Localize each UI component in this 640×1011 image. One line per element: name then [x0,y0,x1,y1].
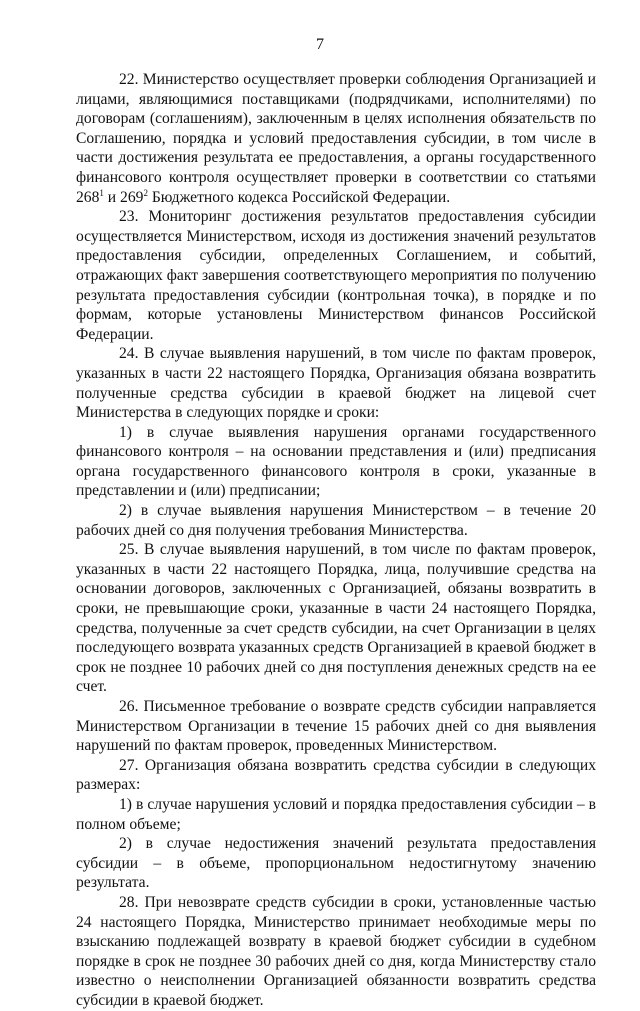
paragraph-22-text-2: и 269 [103,188,144,206]
paragraph-28: 28. При невозврате средств субсидии в сроки, установленные частью 24 настоящего Порядка, Министерство принимает необходимые меры по взысканию подлежащей возврату в краевой бюджет субсидии в судебном порядке в срок не позднее 30 рабочих дней со дня, когда Министерству стало известно о неисполнении Организацией обязанности возвратить средства субсидии в краевой бюджет. [76,893,596,1009]
paragraph-22-text-3: Бюджетного кодекса Российской Федерации. [147,188,451,206]
paragraph-22-text: 22. Министерство осуществляет проверки соблюдения Организацией и лицами, являющимися поставщиками (подрядчиками, исполнителями) по договорам (соглашениям), заключенным в целях исполнения обязательств по Соглашению, порядка и условий предоставления субсидии, в том числе в части достижения результата ее предоставления, а органы государственного финансового контроля осуществляет проверки в соответствии со статьями 268 [76,71,596,206]
paragraph-27-item-2: 2) в случае недостижения значений результата предоставления субсидии – в объеме, пропорциональном недостигнутому значению результата. [76,835,596,892]
paragraph-24: 24. В случае выявления нарушений, в том числе по фактам проверок, указанных в части 22 настоящего Порядка, Организация обязана возвратить полученные средства субсидии в краевой бюджет на лицевой счет Министерства в следующих порядке и сроки: [76,345,596,422]
paragraph-23: 23. Мониторинг достижения результатов предоставления субсидии осуществляется Министерством, исходя из достижения значений результатов предоставления субсидии, определенных Соглашением, и событий, отражающих факт завершения соответствующего мероприятия по получению результата предоставления субсидии (контрольная точка), в порядке и по формам, которые установлены Министерством финансов Российской Федерации. [76,208,596,343]
document-body [76,70,596,1011]
superscript-2: 2 [143,187,148,198]
paragraph-24-item-1: 1) в случае выявления нарушения органами государственного финансового контроля – на основании представления и (или) предписания органа государственного финансового контроля в сроки, указанные в представлении и (или) предписании; [76,423,596,500]
paragraph-27: 27. Организация обязана возвратить средства субсидии в следующих размерах: [76,756,596,794]
paragraph-25: 25. В случае выявления нарушений, в том числе по фактам проверок, указанных в части 22 настоящего Порядка, лица, получившие средства на основании договоров, заключенных с Организацией, обязаны возвратить в сроки, не превышающие сроки, указанные в части 24 настоящего Порядка, средства, полученные за счет средств субсидии, на счет Организации в целях последующего возврата указанных средств Организацией в краевой бюджет в срок не позднее 10 рабочих дней со дня поступления денежных средств на ее счет. [76,541,596,696]
superscript-1: 1 [99,187,104,198]
paragraph-26: 26. Письменное требование о возврате средств субсидии направляется Министерством Организации в течение 15 рабочих дней со дня выявления нарушений по фактам проверок, проведенных Министерством. [76,698,596,755]
paragraph-24-item-2: 2) в случае выявления нарушения Министерством – в течение 20 рабочих дней со дня получения требования Министерства. [76,502,596,539]
page-number: 7 [316,36,324,53]
paragraph-22 [76,70,596,207]
paragraph-27-item-1: 1) в случае нарушения условий и порядка предоставления субсидии – в полном объеме; [76,795,596,833]
